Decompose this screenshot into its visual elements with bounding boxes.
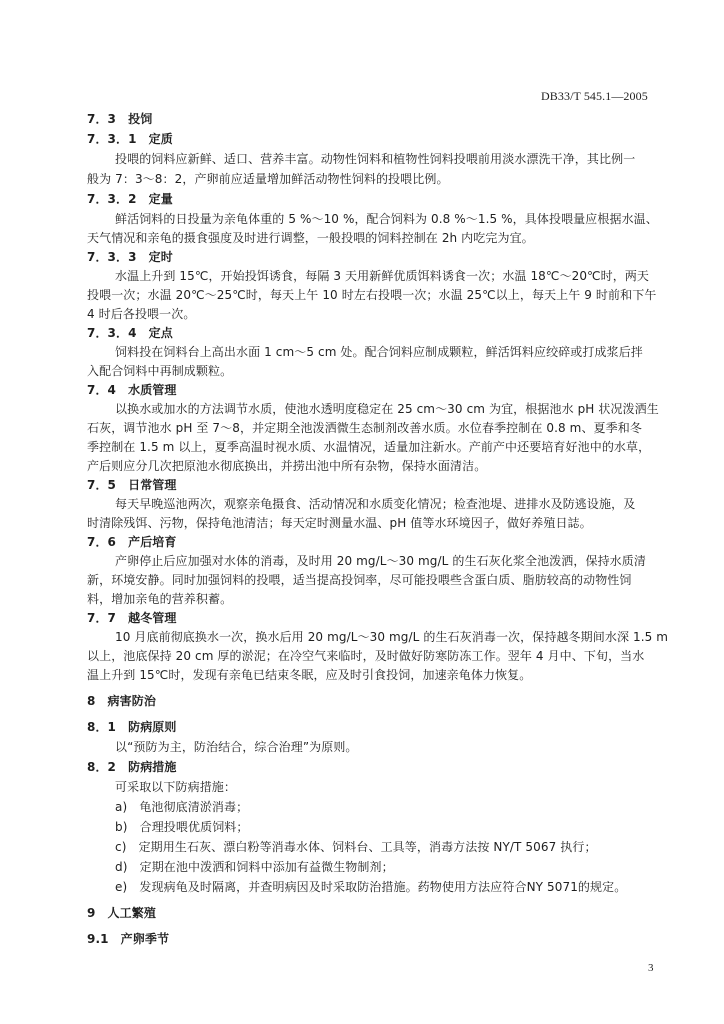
section-heading: 9.1 产卵季节 xyxy=(87,932,170,946)
paragraph-line: 投喂的饲料应新鲜、适口、营养丰富。动物性饲料和植物性饲料投喂前用淡水漂洗干净，其比例一 xyxy=(115,152,636,166)
paragraph-line: 石灰，调节池水 pH 至 7～8，并定期全池泼洒微生态制剂改善水质。水位春季控制在 0.8 m、夏季和冬 xyxy=(87,421,642,435)
paragraph-line: 般为 7：3～8：2，产卵前应适量增加鲜活动物性饲料的投喂比例。 xyxy=(87,172,449,186)
paragraph-line: 温上升到 15℃时，发现有亲龟已结束冬眠，应及时引食投饲，加速亲龟体力恢复。 xyxy=(87,668,532,682)
paragraph-line: 以换水或加水的方法调节水质，使池水透明度稳定在 25 cm～30 cm 为宜，根据池水 pH 状况泼洒生 xyxy=(115,402,659,416)
paragraph-line: 水温上升到 15℃，开始投饵诱食，每隔 3 天用新鲜优质饵料诱食一次；水温 18℃～20℃时，两天 xyxy=(115,269,650,283)
page-number: 3 xyxy=(648,962,654,974)
paragraph-line: 鲜活饲料的日投量为亲龟体重的 5 %～10 %，配合饲料为 0.8 %～1.5 %，具体投喂量应根据水温、 xyxy=(115,212,658,226)
paragraph-line: 以“预防为主，防治结合，综合治理”为原则。 xyxy=(115,740,358,754)
paragraph-line: 可采取以下防病措施： xyxy=(115,780,237,794)
subsection-heading: 7．3．3 定时 xyxy=(87,250,173,264)
paragraph-line: 料，增加亲龟的营养积蓄。 xyxy=(87,592,233,606)
paragraph-line: 时清除残饵、污物，保持龟池清洁；每天定时测量水温、pH 值等水环境因子，做好养殖日誌。 xyxy=(87,516,592,530)
section-heading: 7．3 投饲 xyxy=(87,112,153,126)
paragraph-line: 4 时后各投喂一次。 xyxy=(87,307,196,321)
paragraph-line: 投喂一次；水温 20℃～25℃时，每天上午 10 时左右投喂一次；水温 25℃以上，每天上午 9 时前和下午 xyxy=(87,288,657,302)
list-item: d) 定期在池中泼洒和饲料中添加有益微生物制剂； xyxy=(115,860,394,874)
paragraph-line: 以上，池底保持 20 cm 厚的淤泥；在冷空气来临时，及时做好防寒防冻工作。翌年 4 月中、下旬，当水 xyxy=(87,649,645,663)
list-item: e) 发现病龟及时隔离，并查明病因及时采取防治措施。药物使用方法应符合NY 5071的规定。 xyxy=(115,880,627,894)
paragraph-line: 每天早晚巡池两次，观察亲龟摄食、活动情况和水质变化情况；检查池堤、进排水及防逃设施，及 xyxy=(115,497,636,511)
paragraph-line: 季控制在 1.5 m 以上，夏季高温时视水质、水温情况，适量加注新水。产前产中还要培育好池中的水草， xyxy=(87,440,651,454)
paragraph-line: 天气情况和亲龟的摄食强度及时进行调整，一般投喂的饲料控制在 2h 内吃完为宜。 xyxy=(87,231,534,245)
chapter-heading: 9 人工繁殖 xyxy=(87,906,156,920)
chapter-heading: 8 病害防治 xyxy=(87,694,156,708)
paragraph-line: 新，环境安静。同时加强饲料的投喂，适当提高投饲率，尽可能投喂些含蛋白质、脂肪较高的动物性饲 xyxy=(87,573,632,587)
list-item: c) 定期用生石灰、漂白粉等消毒水体、饲料台、工具等，消毒方法按 NY/T 5067 执行； xyxy=(115,840,597,854)
paragraph-line: 饲料投在饲料台上高出水面 1 cm～5 cm 处。配合饲料应制成颗粒，鲜活饵料应绞碎或打成浆后拌 xyxy=(115,345,643,359)
list-item: a) 龟池彻底清淤消毒； xyxy=(115,800,249,814)
subsection-heading: 7．3．2 定量 xyxy=(87,192,173,206)
section-heading: 7．4 水质管理 xyxy=(87,383,177,397)
paragraph-line: 产后则应分几次把原池水彻底换出，并捞出池中所有杂物，保持水面清洁。 xyxy=(87,459,487,473)
paragraph-line: 入配合饲料中再制成颗粒。 xyxy=(87,364,233,378)
list-item: b) 合理投喂优质饲料； xyxy=(115,820,249,834)
paragraph-line: 10 月底前彻底换水一次，换水后用 20 mg/L～30 mg/L 的生石灰消毒一次，保持越冬期间水深 1.5 m xyxy=(115,630,669,644)
subsection-heading: 7．3．1 定质 xyxy=(87,132,173,146)
subsection-heading: 7．3．4 定点 xyxy=(87,326,173,340)
doc-code: DB33/T 545.1—2005 xyxy=(541,89,648,103)
section-heading: 8．1 防病原则 xyxy=(87,720,177,734)
section-heading: 7．5 日常管理 xyxy=(87,478,177,492)
section-heading: 7．7 越冬管理 xyxy=(87,611,177,625)
paragraph-line: 产卵停止后应加强对水体的消毒，及时用 20 mg/L～30 mg/L 的生石灰化浆全池泼洒，保持水质清 xyxy=(115,554,646,568)
section-heading: 7．6 产后培育 xyxy=(87,535,177,549)
section-heading: 8．2 防病措施 xyxy=(87,760,177,774)
